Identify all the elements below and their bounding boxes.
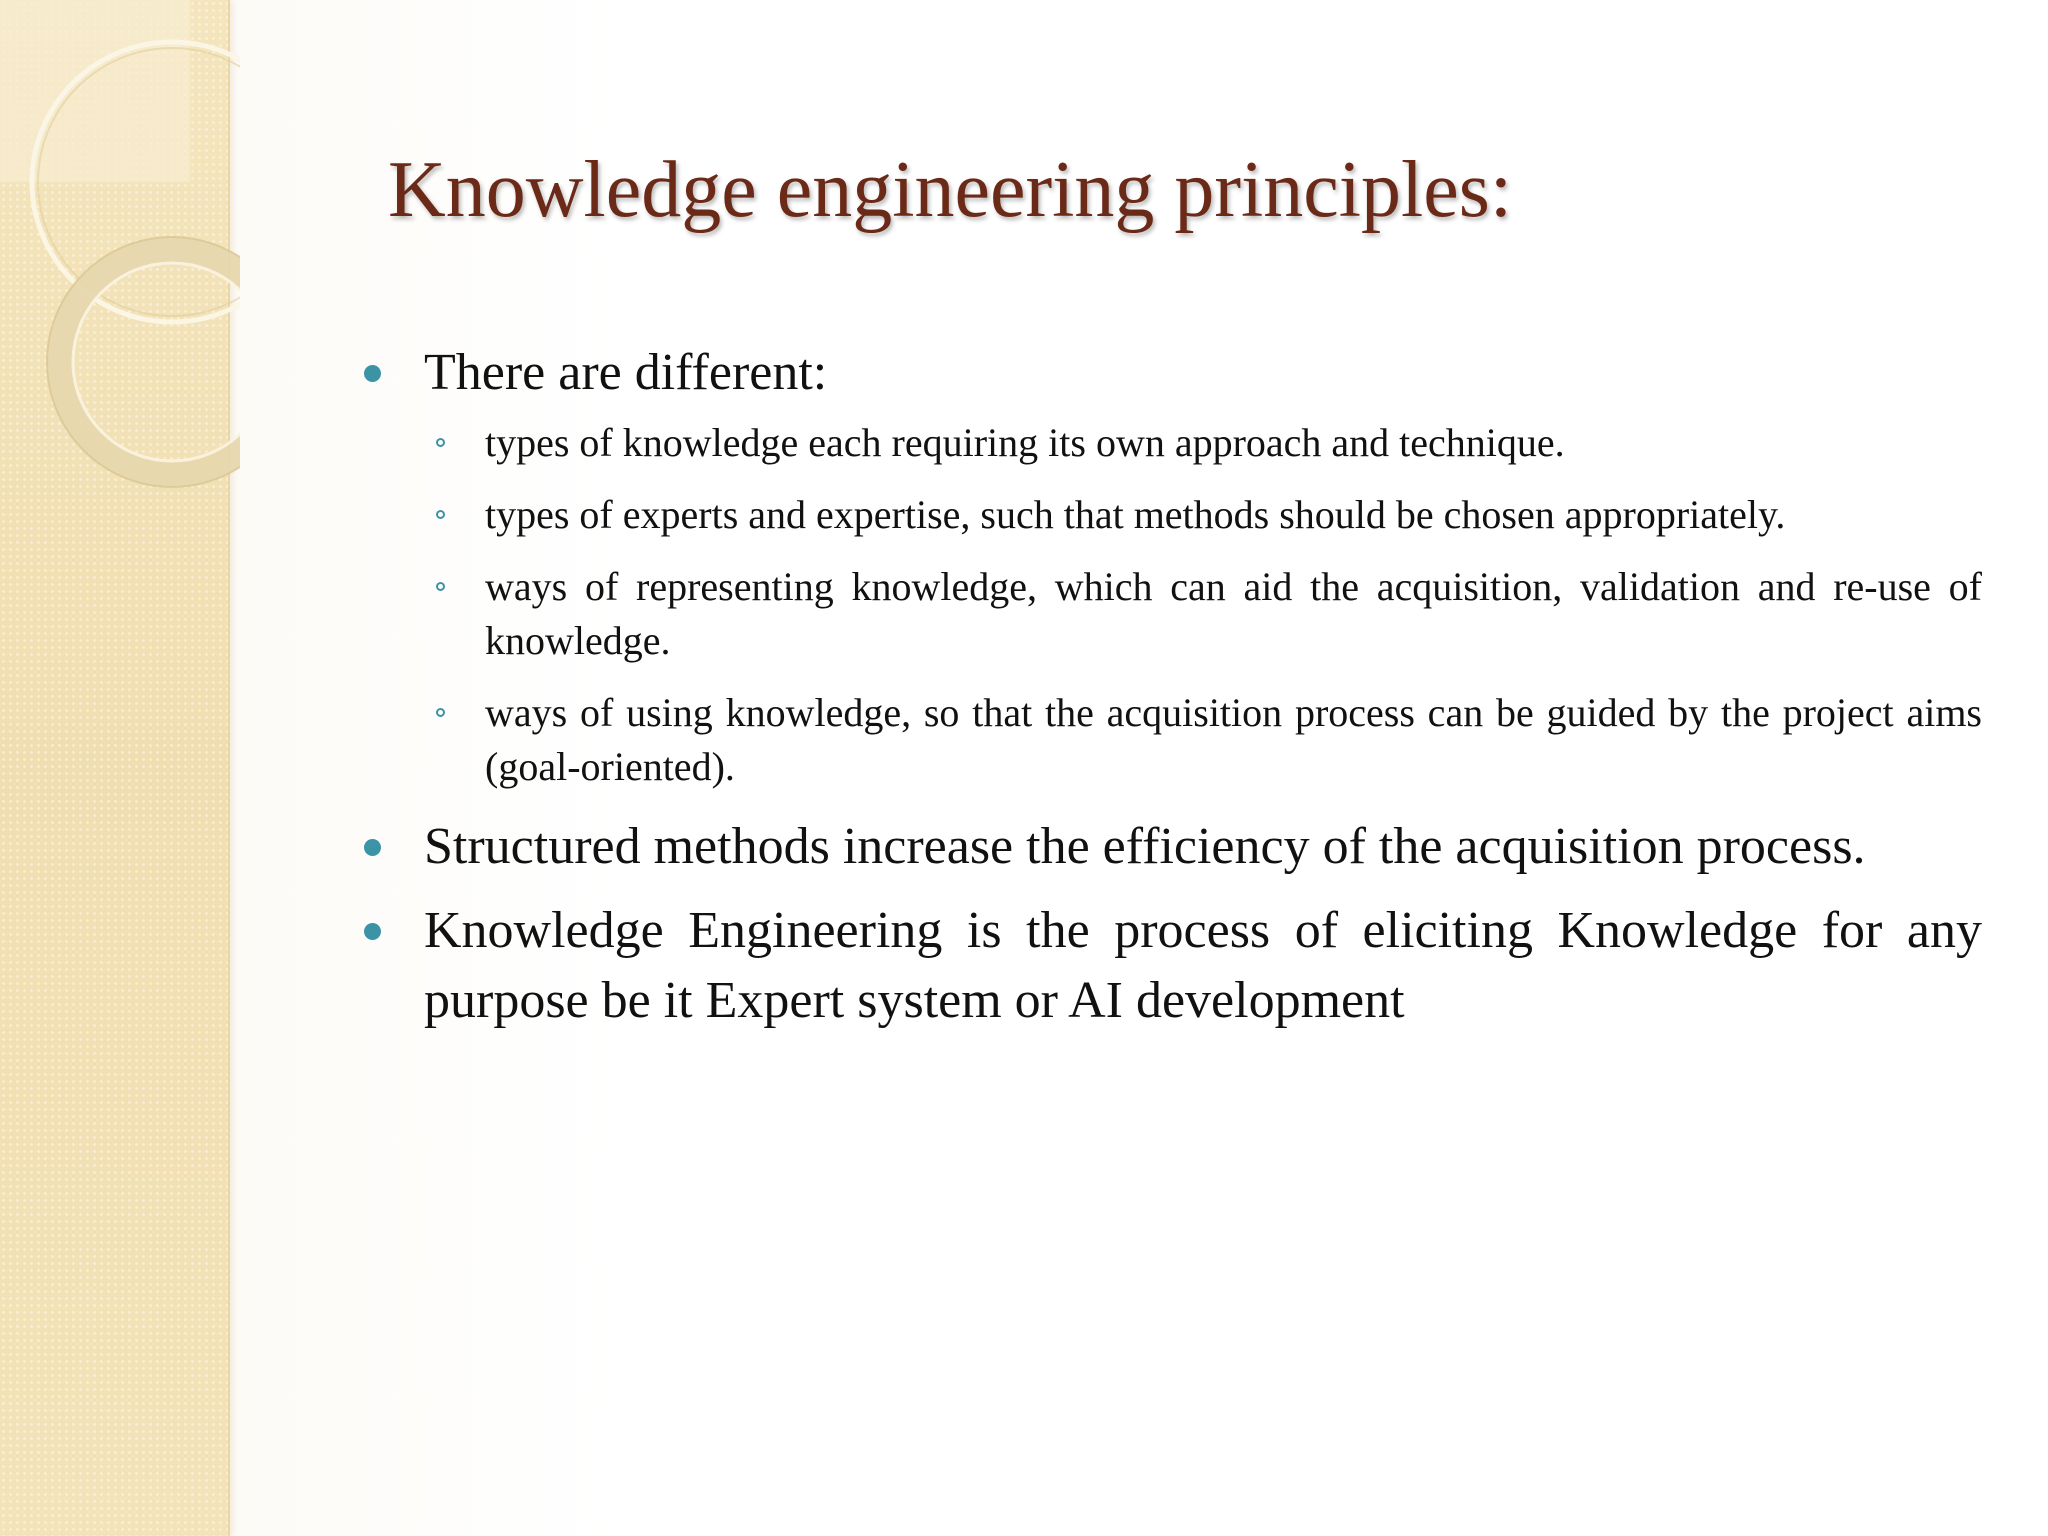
sub-bullet-text: types of knowledge each requiring its own approach and technique. — [485, 420, 1565, 465]
sub-bullet-item — [424, 416, 1982, 470]
bullet-dot-icon — [364, 839, 381, 856]
bullet-text: There are different: — [424, 344, 828, 401]
bullet-list — [362, 338, 1982, 1036]
sub-bullet-list — [424, 416, 1982, 794]
bullet-item-knowledge-engineering — [362, 896, 1982, 1036]
sub-bullet-ring-icon — [436, 708, 445, 717]
sub-bullet-item — [424, 488, 1982, 542]
bullet-dot-icon — [364, 365, 381, 382]
bullet-dot-icon — [364, 923, 381, 940]
slide-content — [362, 338, 1982, 1050]
bullet-text: Structured methods increase the efficiency of the acquisition process. — [424, 818, 1866, 875]
decorative-circles — [0, 0, 240, 520]
sub-bullet-text: types of experts and expertise, such that methods should be chosen appropriately. — [485, 492, 1786, 537]
sub-bullet-ring-icon — [436, 582, 445, 591]
sub-bullet-ring-icon — [436, 438, 445, 447]
bullet-item-structured-methods — [362, 812, 1982, 882]
sub-bullet-text: ways of representing knowledge, which can aid the acquisition, validation and re-use of knowledge. — [485, 564, 1982, 663]
sub-bullet-item — [424, 686, 1982, 794]
sub-bullet-ring-icon — [436, 510, 445, 519]
slide-title: Knowledge engineering principles: — [388, 146, 1513, 234]
sub-bullet-item — [424, 560, 1982, 668]
bullet-text: Knowledge Engineering is the process of eliciting Knowledge for any purpose be it Expert system or AI development — [424, 902, 1982, 1029]
sub-bullet-text: ways of using knowledge, so that the acquisition process can be guided by the project aims (goal-oriented). — [485, 690, 1982, 789]
bullet-item-different — [362, 338, 1982, 794]
